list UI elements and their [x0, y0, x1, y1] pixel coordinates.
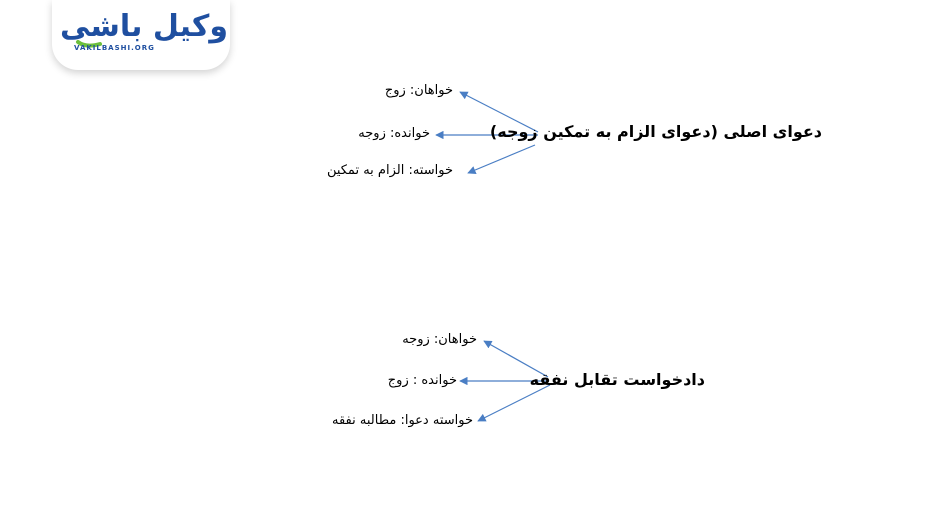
main-claim-request: خواسته: الزام به تمکین: [326, 163, 453, 178]
logo-caption: VAKILBASHI.ORG: [74, 44, 155, 52]
main-claim-plaintiff: خواهان: زوج: [384, 83, 453, 98]
svg-text:وکیل باشی: وکیل باشی: [60, 9, 228, 44]
main-claim-title: دعوای اصلی (دعوای الزام به تمکین زوجه): [489, 122, 822, 141]
counter-claim-request: خواسته دعوا: مطالبه نفقه: [332, 413, 473, 428]
counter-claim-plaintiff: خواهان: زوجه: [402, 332, 477, 347]
arrow-counter-request: [478, 385, 550, 421]
counter-claim-defendant: خوانده : زوج: [387, 373, 457, 388]
arrow-main-request: [468, 145, 535, 173]
counter-claim-title: دادخواست تقابل نفقه: [529, 370, 705, 389]
main-claim-defendant: خوانده: زوجه: [358, 126, 430, 141]
